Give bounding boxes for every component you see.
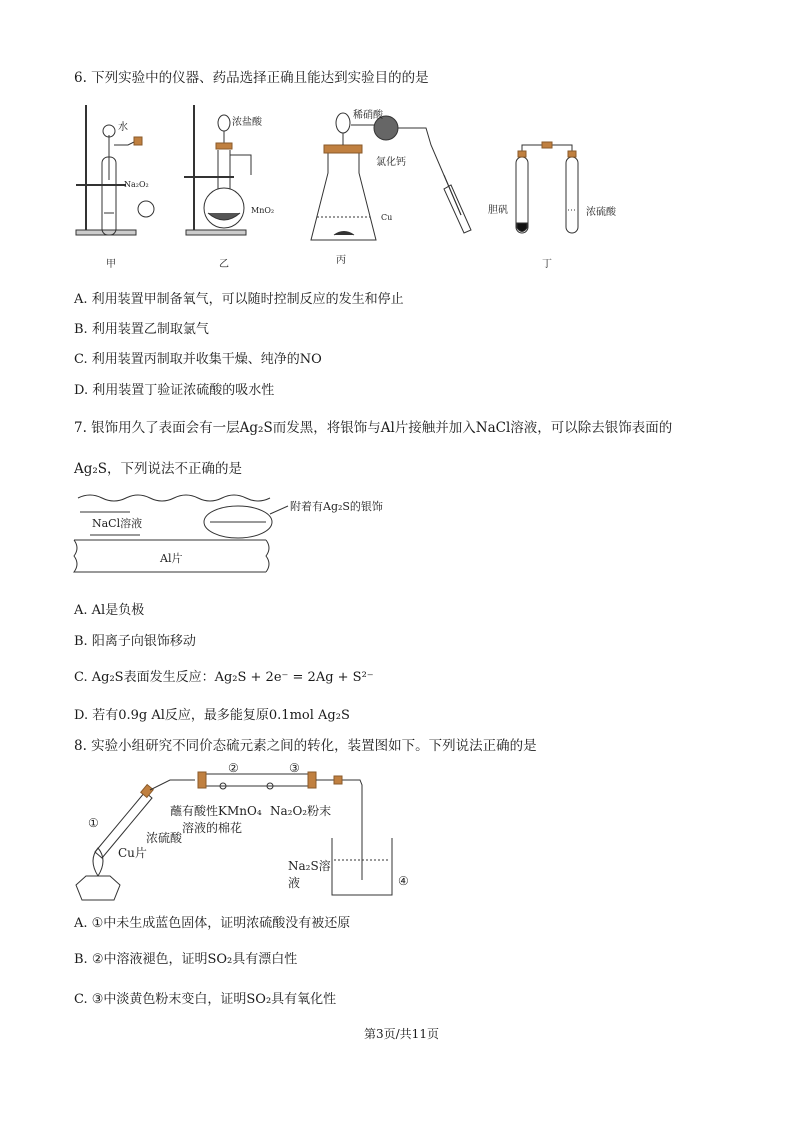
q8-option-a: A. ①中未生成蓝色固体，证明浓硫酸没有被还原 [74,916,351,931]
label-dilute-hno3: 稀硝酸 [353,110,383,121]
label-conc-h2so4: 浓硫酸 [146,831,183,845]
label-mno2: MnO₂ [251,206,275,215]
label-yi: 乙 [219,259,229,270]
label-n1: ① [88,816,99,830]
q6-apparatus-figure [66,95,646,275]
label-n2: ② [228,761,239,775]
q8-option-c: C. ③中淡黄色粉末变白，证明SO₂具有氧化性 [74,992,337,1007]
label-n4: ④ [398,874,409,888]
label-bing: 丙 [336,255,346,266]
q6-option-b: B. 利用装置乙制取氯气 [74,322,209,337]
q6-stem: 6. 下列实验中的仪器、药品选择正确且能达到实验目的的是 [74,70,429,86]
label-ding: 丁 [542,259,552,270]
label-liquid: 液 [288,876,301,890]
label-cu-piece: Cu片 [118,846,147,860]
label-jia: 甲 [106,259,116,270]
label-na2o2-jia: Na₂O₂ [124,180,149,189]
label-silver: 附着有Ag₂S的银饰 [290,500,383,513]
apparatus-jia [76,105,154,235]
q7-option-a: A. Al是负极 [74,603,145,618]
label-cu: Cu [381,213,393,222]
q7-stem-line2: Ag₂S，下列说法不正确的是 [74,461,243,477]
q7-option-d: D. 若有0.9g Al反应，最多能复原0.1mol Ag₂S [74,708,350,723]
q7-stem-line1: 7. 银饰用久了表面会有一层Ag₂S而发黑，将银饰与Al片接触并加入NaCl溶液，可以除去银饰表面的 [74,420,673,436]
q7-option-b: B. 阳离子向银饰移动 [74,634,196,649]
q8-figure [70,760,430,905]
apparatus-ding [516,142,578,233]
q8-stem: 8. 实验小组研究不同价态硫元素之间的转化，装置图如下。下列说法正确的是 [74,738,537,754]
label-na2s: Na₂S溶 [288,859,331,873]
label-conc-h2so4-ding: 浓硫酸 [586,207,616,218]
label-cacl2: 氯化钙 [376,157,406,168]
page-footer: 第3页/共11页 [364,1027,439,1041]
q6-option-a: A. 利用装置甲制备氧气，可以随时控制反应的发生和停止 [74,292,404,307]
label-n3: ③ [289,761,300,775]
label-kmno4: 蘸有酸性KMnO₄ [170,804,262,818]
label-blue-vitriol: 胆矾 [488,205,508,216]
label-conc-hcl: 浓盐酸 [232,117,262,128]
label-na2o2-powder: Na₂O₂粉末 [270,804,332,818]
q7-option-c: C. Ag₂S表面发生反应：Ag₂S + 2e⁻ = 2Ag + S²⁻ [74,670,374,685]
label-al: Al片 [160,552,183,565]
q6-option-c: C. 利用装置丙制取并收集干燥、纯净的NO [74,352,322,367]
label-cotton: 溶液的棉花 [182,821,243,835]
label-nacl: NaCl溶液 [92,517,143,530]
q8-option-b: B. ②中溶液褪色，证明SO₂具有漂白性 [74,952,298,967]
q7-figure [70,490,383,585]
label-water: 水 [118,122,128,133]
q6-option-d: D. 利用装置丁验证浓硫酸的吸水性 [74,383,275,398]
